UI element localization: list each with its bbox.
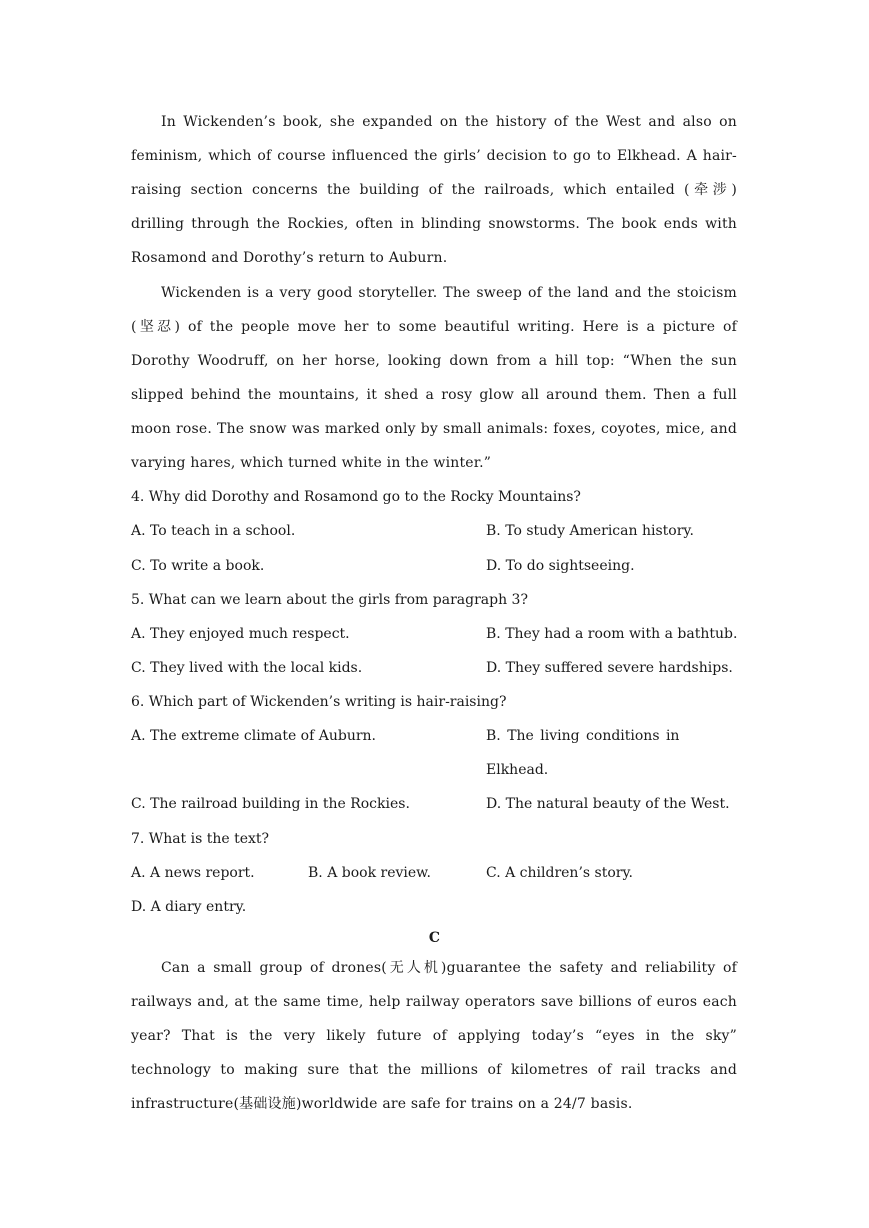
- question-7-option-a: A. A news report.: [131, 865, 255, 881]
- question-4-option-a: A. To teach in a school.: [131, 523, 296, 539]
- question-7-option-c: C. A children’s story.: [486, 865, 633, 881]
- question-5-stem: 5. What can we learn about the girls from paragraph 3?: [131, 592, 528, 608]
- question-5-option-c: C. They lived with the local kids.: [131, 660, 363, 676]
- question-6-option-a: A. The extreme climate of Auburn.: [131, 728, 376, 744]
- paragraph-wickenden-book: In Wickenden’s book, she expanded on the history of the West and also on feminism, which of course influenced the girls’ decision to go to Elkhead. A hair-raising section concerns the building of the railroads, which entailed (牵涉) drilling through the Rockies, often in blinding snowstorms. The book ends with Rosamond and Dorothy’s return to Auburn.: [131, 114, 737, 266]
- question-6-option-d: D. The natural beauty of the West.: [486, 796, 730, 812]
- question-7-option-b: B. A book review.: [308, 865, 431, 881]
- question-4-stem: 4. Why did Dorothy and Rosamond go to the Rocky Mountains?: [131, 489, 581, 505]
- question-4-option-d: D. To do sightseeing.: [486, 558, 635, 574]
- question-5-option-a: A. They enjoyed much respect.: [131, 626, 350, 642]
- question-4-option-c: C. To write a book.: [131, 558, 265, 574]
- paragraph-drones: Can a small group of drones(无人机)guarantee the safety and reliability of railways and, at the same time, help railway operators save billions of euros each year? That is the very likely future of applying today’s “eyes in the sky” technology to making sure that the millions of kilometres of rail tracks and infrastructure(基础设施)worldwide are safe for trains on a 24/7 basis.: [131, 960, 737, 1112]
- paragraph-storyteller: Wickenden is a very good storyteller. The sweep of the land and the stoicism (坚忍) of the people move her to some beautiful writing. Here is a picture of Dorothy Woodruff, on her horse, looking down from a hill top: “When the sun slipped behind the mountains, it shed a rosy glow all around them. Then a full moon rose. The snow was marked only by small animals: foxes, coyotes, mice, and varying hares, which turned white in the winter.”: [131, 285, 737, 471]
- section-heading-c: C: [428, 930, 441, 946]
- question-4-option-b: B. To study American history.: [486, 523, 694, 539]
- question-6-option-c: C. The railroad building in the Rockies.: [131, 796, 410, 812]
- question-6-option-b-wrap: [486, 719, 701, 787]
- question-5-option-d: D. They suffered severe hardships.: [486, 660, 733, 676]
- question-7-options: [131, 856, 741, 890]
- question-7-option-d: D. A diary entry.: [131, 899, 247, 915]
- question-7-stem: 7. What is the text?: [131, 831, 270, 847]
- question-5-option-b: B. They had a room with a bathtub.: [486, 626, 738, 642]
- question-6-stem: 6. Which part of Wickenden’s writing is hair-raising?: [131, 694, 507, 710]
- question-6-option-b: B. The living conditions in Elkhead.: [486, 728, 680, 778]
